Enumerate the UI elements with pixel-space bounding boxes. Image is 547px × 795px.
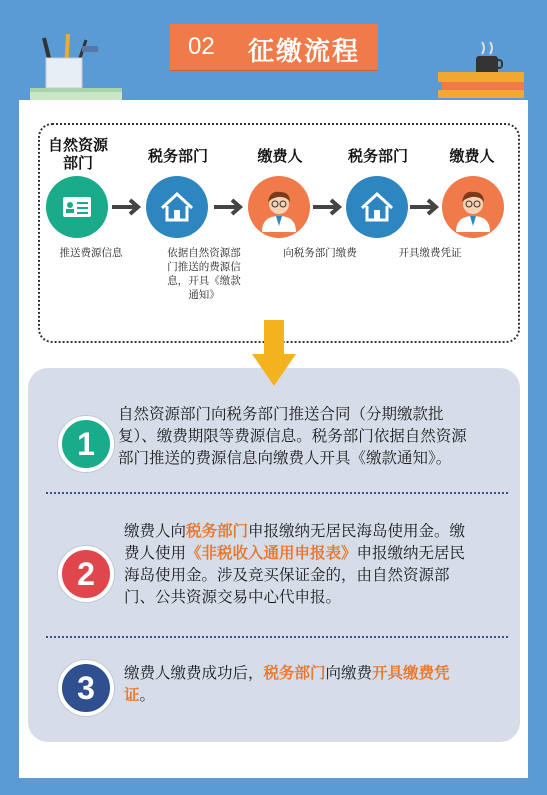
step-2-text: [124, 520, 476, 608]
step-number-1: 1: [58, 416, 114, 472]
arrow-right-icon: [313, 197, 345, 217]
step-3-text: [124, 662, 476, 706]
step-number-2: 2: [58, 546, 114, 602]
divider: [46, 492, 508, 494]
house-icon: [146, 176, 208, 238]
step-2-part: 申报缴纳无居民海岛使用金。涉及竞买保证金的，由自然资源部门、公共资源交易中心代申报。: [124, 544, 466, 606]
flow-node-desc: 开具缴费凭证: [398, 247, 462, 259]
divider: [46, 636, 508, 638]
flow-node-title: 缴费人: [257, 147, 303, 165]
flow-node-desc: 向税务部门缴费: [283, 247, 357, 259]
arrow-right-icon: [112, 197, 144, 217]
arrow-right-icon: [214, 197, 246, 217]
flow-node-title: 自然资源部门: [47, 136, 108, 172]
house-icon: [346, 176, 408, 238]
flow-node-title: 缴费人: [449, 147, 495, 165]
flow-node-title: 税务部门: [347, 147, 408, 165]
flow-node-payer-2: [436, 147, 508, 165]
person-icon: [442, 176, 504, 238]
arrow-down-icon: [252, 320, 296, 386]
flow-node-tax: [142, 147, 214, 165]
flow-node-payer: [244, 147, 316, 165]
books-coffee-icon: [438, 38, 528, 100]
section-number: 02: [188, 33, 215, 60]
step-number-3: 3: [58, 660, 114, 716]
id-card-icon: [46, 176, 108, 238]
step-3-highlight: 税务部门: [263, 664, 326, 682]
flow-node-title: 税务部门: [147, 147, 208, 165]
step-2-highlight: 《非税收入通用申报表》: [186, 544, 357, 562]
step-1-text: 自然资源部门向税务部门推送合同（分期缴款批复）、缴费期限等费源信息。税务部门依据自然资源部门推送的费源信息向缴费人开具《缴款通知》。: [118, 405, 467, 467]
arrow-right-icon: [410, 197, 442, 217]
person-icon: [248, 176, 310, 238]
step-3-part: 向缴费: [325, 664, 373, 682]
step-2-part: 申报缴纳无居民海岛使用金。缴费人使用: [124, 522, 466, 562]
step-2-highlight: 税务部门: [186, 522, 249, 540]
step-2-part: 缴费人向: [124, 522, 187, 540]
section-title: [170, 24, 378, 70]
flow-node-tax-2: [342, 147, 414, 165]
steps-panel: [28, 368, 520, 742]
flow-node-desc: 推送费源信息: [59, 247, 123, 259]
step-3-highlight: 开具缴费凭证: [124, 664, 450, 704]
section-heading: 征缴流程: [248, 37, 361, 67]
flow-node-desc: 依据自然资源部门推送的费源信息，开具《缴款通知》: [167, 247, 241, 301]
step-3-part: 。: [139, 686, 156, 704]
pencil-cup-icon: [30, 30, 125, 105]
flow-node-natural-resources: [42, 136, 114, 172]
step-3-part: 缴费人缴费成功后，: [124, 664, 264, 682]
